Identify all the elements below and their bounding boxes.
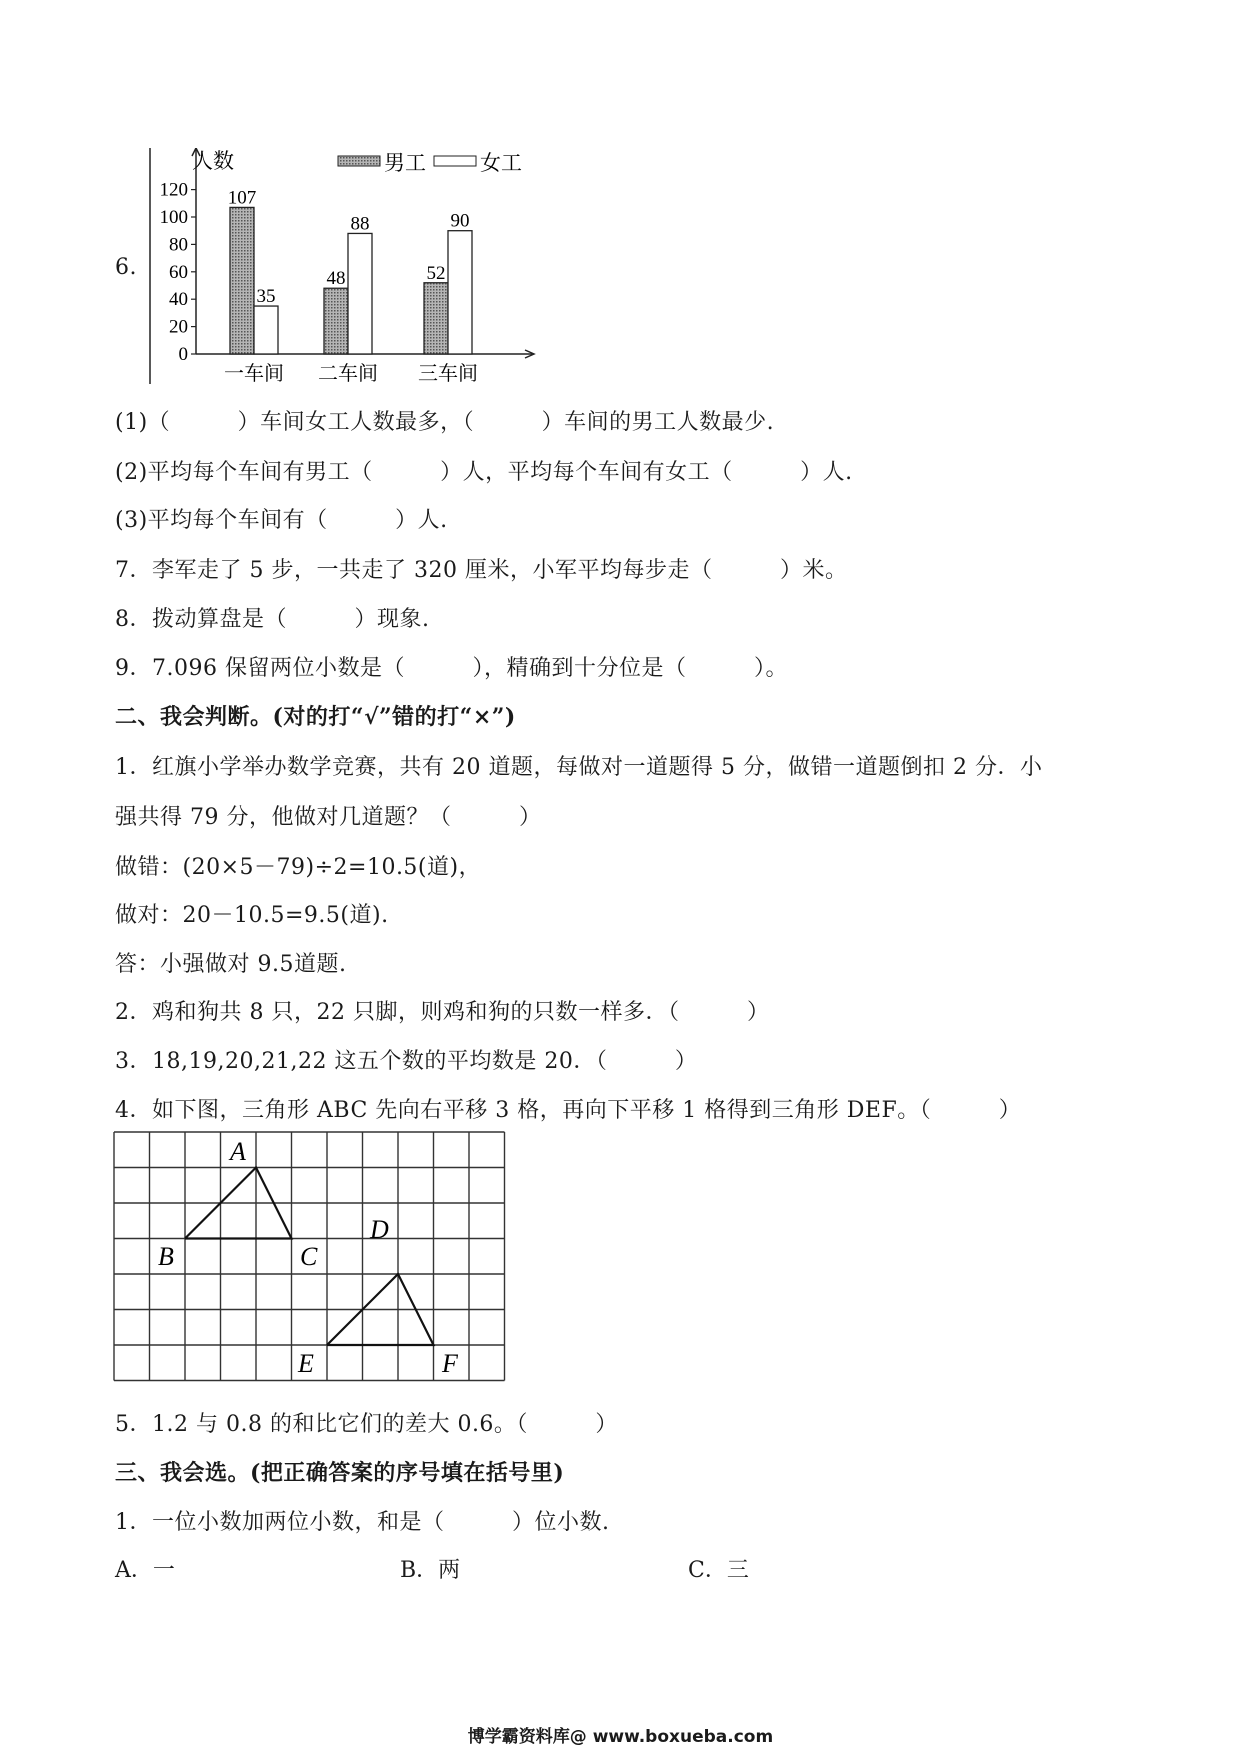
y-tick-label: 100 [159,207,188,228]
judge-4: 4．如下图，三角形 ABC 先向右平移 3 格，再向下平移 1 格得到三角形 DEF。（ ） [115,1098,1022,1123]
data-label-female-3: 90 [450,210,470,232]
bar-female-3 [448,231,472,354]
label-c: C [300,1242,318,1271]
bar-female-1 [254,306,278,354]
choice-1: 1．一位小数加两位小数，和是（ ）位小数. [115,1510,610,1535]
data-label-female-1: 35 [256,286,276,308]
bar-female-2 [348,233,372,354]
section-3-heading: 三、我会选。(把正确答案的序号填在括号里) [115,1460,565,1486]
question-6-number: 6. [115,255,137,280]
label-e: E [298,1349,314,1378]
judge-2: 2．鸡和狗共 8 只，22 只脚，则鸡和狗的只数一样多．（ ） [115,1000,770,1025]
label-b: B [158,1242,174,1271]
y-tick-label: 20 [169,316,188,338]
label-a: A [230,1137,246,1166]
footer-watermark: 博学霸资料库@ www.boxueba.com [467,1727,774,1747]
y-tick-label: 60 [169,261,188,283]
question-9: 9．7.096 保留两位小数是（ ），精确到十分位是（ ）。 [115,656,788,681]
y-tick-label: 40 [169,289,188,311]
judge-1-right: 做对：20－10.5=9.5(道). [115,903,389,928]
data-label-male-3: 52 [426,262,446,284]
legend-label-male: 男工 [384,151,426,175]
judge-3: 3．18,19,20,21,22 这五个数的平均数是 20．（ ） [115,1049,698,1074]
label-f: F [442,1349,458,1378]
judge-1-line1: 1．红旗小学举办数学竞赛，共有 20 道题，每做对一道题得 5 分，做错一道题倒扣 2 分．小 [115,755,1043,780]
data-label-male-2: 48 [326,268,346,290]
judge-5: 5．1.2 与 0.8 的和比它们的差大 0.6。（ ） [115,1412,618,1437]
bar-male-1 [230,207,254,354]
judge-1-line2: 强共得 79 分，他做对几道题？（ ） [115,805,542,830]
judge-1-answer: 答：小强做对 9.5道题. [115,952,347,977]
y-tick-label: 120 [159,179,188,201]
question-8: 8．拨动算盘是（ ）现象. [115,607,430,632]
legend-swatch-female [434,156,476,166]
question-7: 7．李军走了 5 步，一共走了 320 厘米，小军平均每步走（ ）米。 [115,558,848,583]
label-d: D [370,1215,389,1244]
y-tick-label: 0 [178,344,188,365]
option-a: A．一 [115,1558,175,1583]
q6-sub2: (2)平均每个车间有男工（ ）人，平均每个车间有女工（ ）人. [115,460,853,485]
y-axis-label: 人数 [192,149,234,173]
option-b: B．两 [400,1558,461,1583]
bar-chart [148,148,548,388]
q6-sub1: (1)（ ）车间女工人数最多，（ ）车间的男工人数最少. [115,410,775,435]
legend-label-female: 女工 [480,151,522,175]
x-tick-label-2: 二车间 [318,363,378,385]
q6-sub3: (3)平均每个车间有（ ）人. [115,508,448,533]
bar-male-2 [324,288,348,354]
bar-male-3 [424,283,448,354]
option-c: C．三 [688,1558,749,1583]
y-tick-label: 80 [169,234,188,256]
judge-1-wrong: 做错：(20×5－79)÷2=10.5(道)， [115,855,482,880]
legend-swatch-male [338,156,380,166]
data-label-male-1: 107 [227,187,257,209]
x-tick-label-3: 三车间 [418,363,478,385]
x-tick-label-1: 一车间 [224,363,284,385]
data-label-female-2: 88 [350,213,370,235]
section-2-heading: 二、我会判断。(对的打“√”错的打“×”) [115,704,516,730]
grid-figure [112,1130,512,1390]
